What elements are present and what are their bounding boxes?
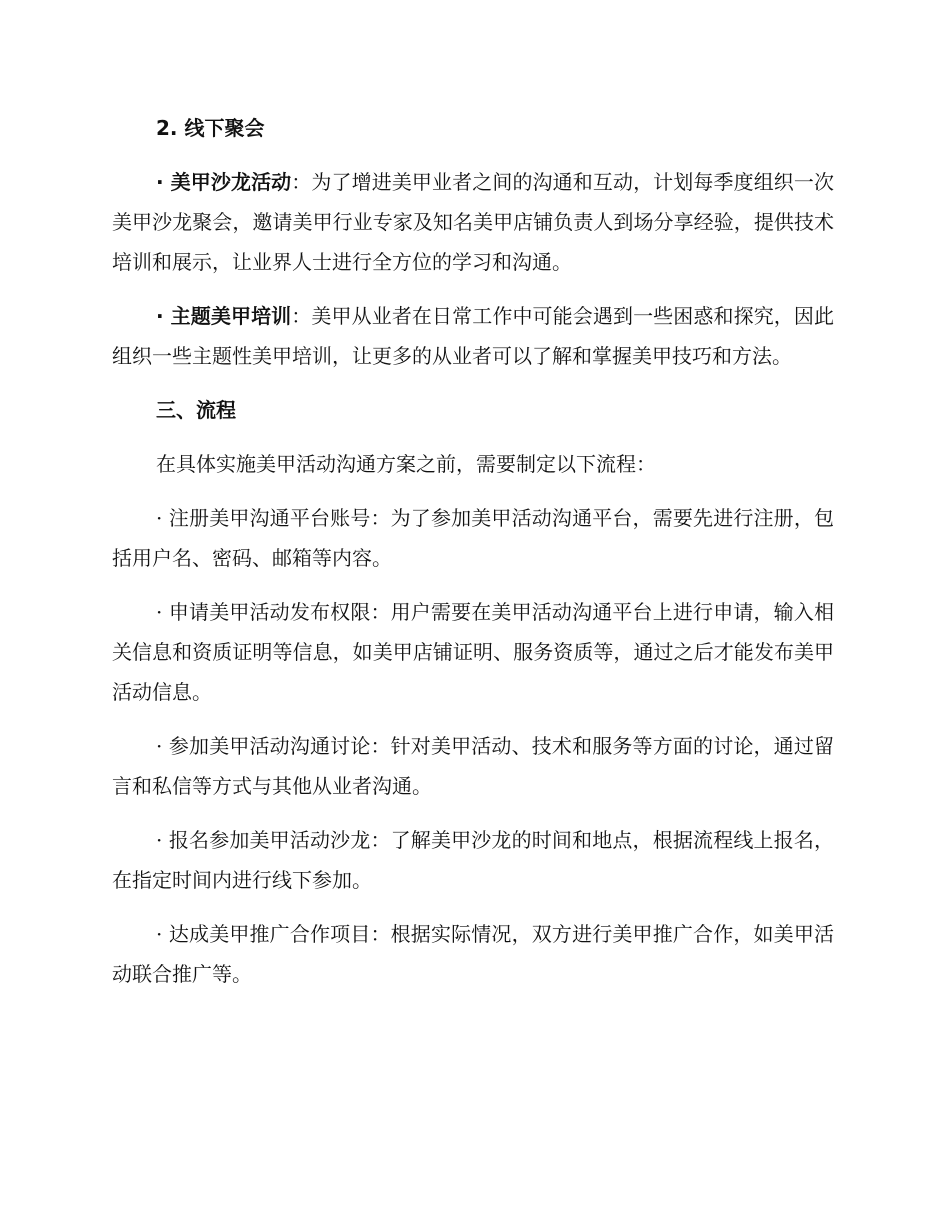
paragraph-process-promotion: · 达成美甲推广合作项目：根据实际情况，双方进行美甲推广合作，如美甲活动联合推广等。 xyxy=(112,922,834,986)
section-heading-offline-meetup: 2. 线下聚会 xyxy=(156,116,265,140)
item-lead-theme-training: · 主题美甲培训 xyxy=(156,304,292,328)
paragraph-process-apply-permission: · 申请美甲活动发布权限：用户需要在美甲活动沟通平台上进行申请，输入相关信息和资质证明等信息，如美甲店铺证明、服务资质等，通过之后才能发布美甲活动信息。 xyxy=(112,600,834,704)
section-heading-process: 三、流程 xyxy=(156,398,236,422)
paragraph-process-register: · 注册美甲沟通平台账号：为了参加美甲活动沟通平台，需要先进行注册，包括用户名、密码、邮箱等内容。 xyxy=(112,506,834,570)
item-lead-salon-activity: · 美甲沙龙活动 xyxy=(156,170,292,194)
paragraph-process-discussion: · 参加美甲活动沟通讨论：针对美甲活动、技术和服务等方面的讨论，通过留言和私信等方式与其他从业者沟通。 xyxy=(112,734,834,798)
document-page xyxy=(112,108,834,1008)
paragraph-theme-training xyxy=(112,296,834,376)
paragraph-process-salon-signup: · 报名参加美甲活动沙龙：了解美甲沙龙的时间和地点，根据流程线上报名，在指定时间内进行线下参加。 xyxy=(112,828,834,892)
paragraph-process-intro: 在具体实施美甲活动沟通方案之前，需要制定以下流程： xyxy=(156,452,656,476)
item-text-theme-training: ：美甲从业者在日常工作中可能会遇到一些困惑和探究，因此组织一些主题性美甲培训，让更多的从业者可以了解和掌握美甲技巧和方法。 xyxy=(112,304,835,368)
item-text-salon-activity: ：为了增进美甲业者之间的沟通和互动，计划每季度组织一次美甲沙龙聚会，邀请美甲行业专家及知名美甲店铺负责人到场分享经验，提供技术培训和展示，让业界人士进行全方位的学习和沟通。 xyxy=(112,170,835,274)
paragraph-salon-activity xyxy=(112,162,834,282)
